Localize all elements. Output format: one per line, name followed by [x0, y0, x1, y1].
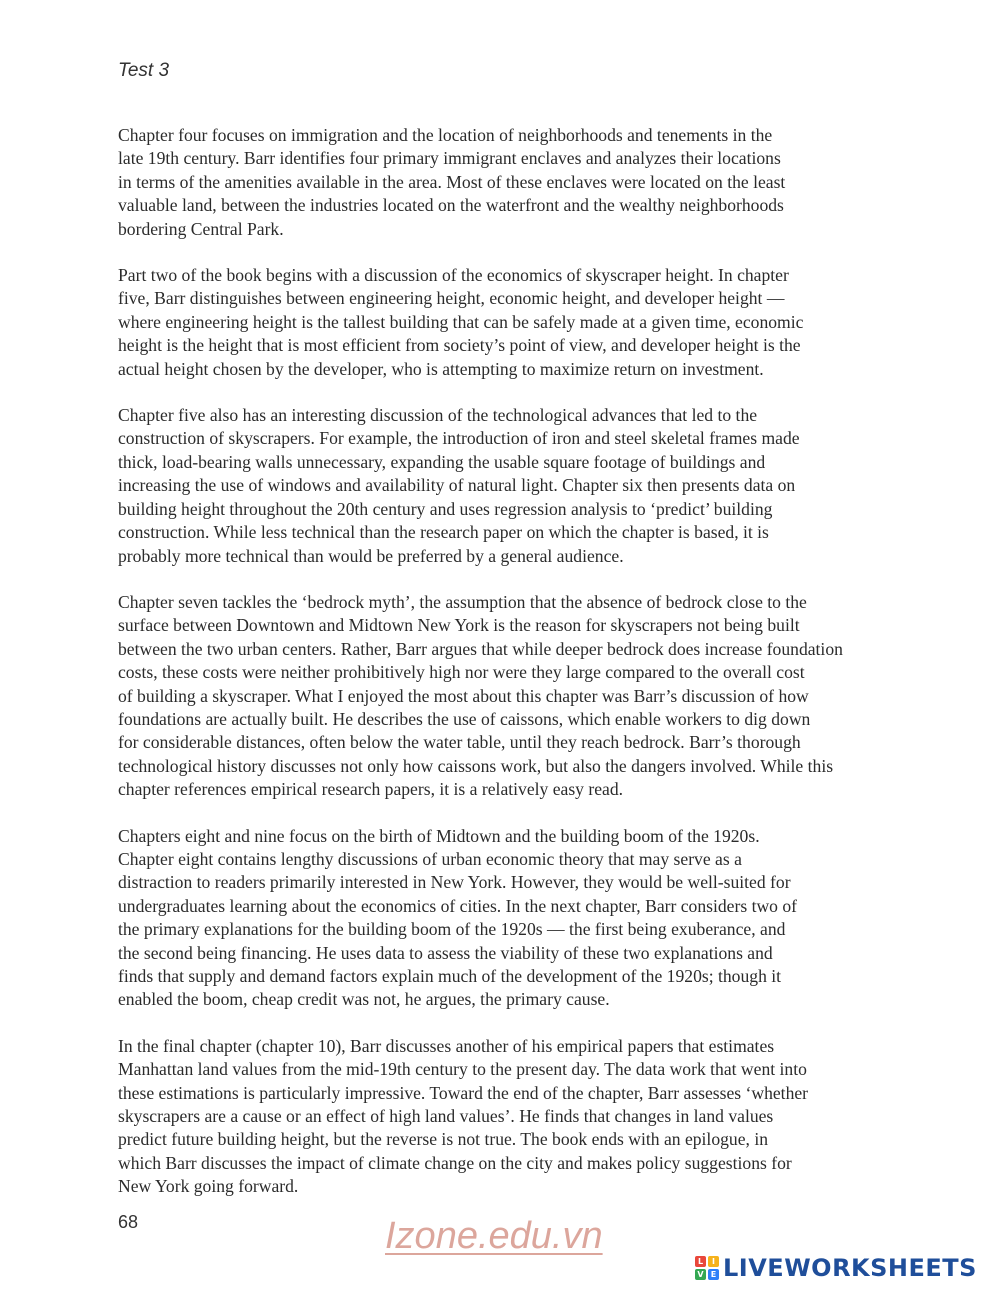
paragraph: [118, 1035, 898, 1199]
text-line: distraction to readers primarily interested in New York. However, they would be well-suited for: [118, 872, 791, 893]
text-line: height is the height that is most efficient from society’s point of view, and developer height is the: [118, 335, 801, 356]
text-line: which Barr discusses the impact of climate change on the city and makes policy suggestions for: [118, 1152, 792, 1173]
text-line: Chapters eight and nine focus on the birth of Midtown and the building boom of the 1920s.: [118, 825, 760, 846]
text-line: enabled the boom, cheap credit was not, he argues, the primary cause.: [118, 989, 610, 1010]
text-line: undergraduates learning about the economics of cities. In the next chapter, Barr considers two of: [118, 895, 798, 916]
page-header-title: Test 3: [118, 60, 170, 81]
text-line: between the two urban centers. Rather, Barr argues that while deeper bedrock does increase foundation: [118, 638, 843, 659]
logo-tile: V: [695, 1269, 706, 1280]
text-line: predict future building height, but the reverse is not true. The book ends with an epilogue, in: [118, 1129, 769, 1150]
watermark-link[interactable]: Izone.edu.vn: [385, 1215, 603, 1257]
liveworksheets-logo-icon: [695, 1256, 719, 1280]
logo-tile: E: [708, 1269, 719, 1280]
text-line: bordering Central Park.: [118, 218, 284, 239]
text-line: the second being financing. He uses data to assess the viability of these two explanations and: [118, 942, 773, 963]
text-line: construction of skyscrapers. For example, the introduction of iron and steel skeletal frames made: [118, 428, 800, 449]
text-line: chapter references empirical research papers, it is a relatively easy read.: [118, 779, 624, 800]
text-line: where engineering height is the tallest building that can be safely made at a given time, economic: [118, 311, 804, 332]
text-line: New York going forward.: [118, 1176, 299, 1197]
text-line: costs, these costs were neither prohibitively high nor were they large compared to the overall cost: [118, 662, 805, 683]
text-line: for considerable distances, often below the water table, until they reach bedrock. Barr’s thorough: [118, 732, 801, 753]
brand-name: LIVEWORKSHEETS: [723, 1254, 977, 1282]
text-line: Chapter four focuses on immigration and the location of neighborhoods and tenements in the: [118, 125, 773, 145]
paragraph: [118, 124, 898, 241]
text-line: technological history discusses not only how caissons work, but also the dangers involved. While this: [118, 755, 834, 776]
text-line: these estimations is particularly impressive. Toward the end of the chapter, Barr assesses ‘whether: [118, 1082, 809, 1103]
text-line: valuable land, between the industries located on the waterfront and the wealthy neighborhoods: [118, 195, 784, 216]
logo-tile: I: [708, 1256, 719, 1267]
text-line: building height throughout the 20th century and uses regression analysis to ‘predict’ building: [118, 498, 773, 519]
paragraph: [118, 404, 898, 568]
text-line: foundations are actually built. He describes the use of caissons, which enable workers to dig down: [118, 708, 811, 729]
text-line: finds that supply and demand factors explain much of the development of the 1920s; though it: [118, 966, 782, 986]
text-line: of building a skyscraper. What I enjoyed the most about this chapter was Barr’s discussion of how: [118, 685, 809, 706]
text-line: construction. While less technical than the research paper on which the chapter is based, it is: [118, 522, 769, 543]
logo-tile: L: [695, 1256, 706, 1267]
text-line: late 19th century. Barr identifies four primary immigrant enclaves and analyzes their locations: [118, 148, 781, 169]
text-line: Chapter seven tackles the ‘bedrock myth’, the assumption that the absence of bedrock close to the: [118, 591, 807, 612]
text-line: the primary explanations for the building boom of the 1920s — the first being exuberance, and: [118, 919, 786, 940]
paragraph: [118, 591, 898, 802]
liveworksheets-brand[interactable]: [695, 1254, 977, 1282]
paragraph: [118, 264, 898, 381]
text-line: probably more technical than would be preferred by a general audience.: [118, 545, 624, 566]
text-line: actual height chosen by the developer, who is attempting to maximize return on investment.: [118, 358, 764, 379]
text-line: skyscrapers are a cause or an effect of high land values’. He finds that changes in land values: [118, 1106, 774, 1127]
paragraph: [118, 825, 898, 1012]
text-line: five, Barr distinguishes between engineering height, economic height, and developer height —: [118, 288, 785, 309]
text-line: Chapter eight contains lengthy discussions of urban economic theory that may serve as a: [118, 848, 742, 869]
text-line: Part two of the book begins with a discussion of the economics of skyscraper height. In chapter: [118, 265, 789, 286]
text-line: Chapter five also has an interesting discussion of the technological advances that led to the: [118, 405, 758, 426]
text-line: In the final chapter (chapter 10), Barr discusses another of his empirical papers that estimates: [118, 1035, 775, 1056]
text-line: increasing the use of windows and availability of natural light. Chapter six then presents data on: [118, 475, 796, 496]
text-line: Manhattan land values from the mid-19th century to the present day. The data work that went into: [118, 1059, 807, 1080]
article-body: [118, 124, 898, 1222]
text-line: in terms of the amenities available in the area. Most of these enclaves were located on the least: [118, 171, 786, 192]
text-line: surface between Downtown and Midtown New York is the reason for skyscrapers not being built: [118, 615, 800, 636]
text-line: thick, load-bearing walls unnecessary, expanding the usable square footage of buildings and: [118, 451, 766, 472]
page-number: 68: [118, 1212, 139, 1232]
